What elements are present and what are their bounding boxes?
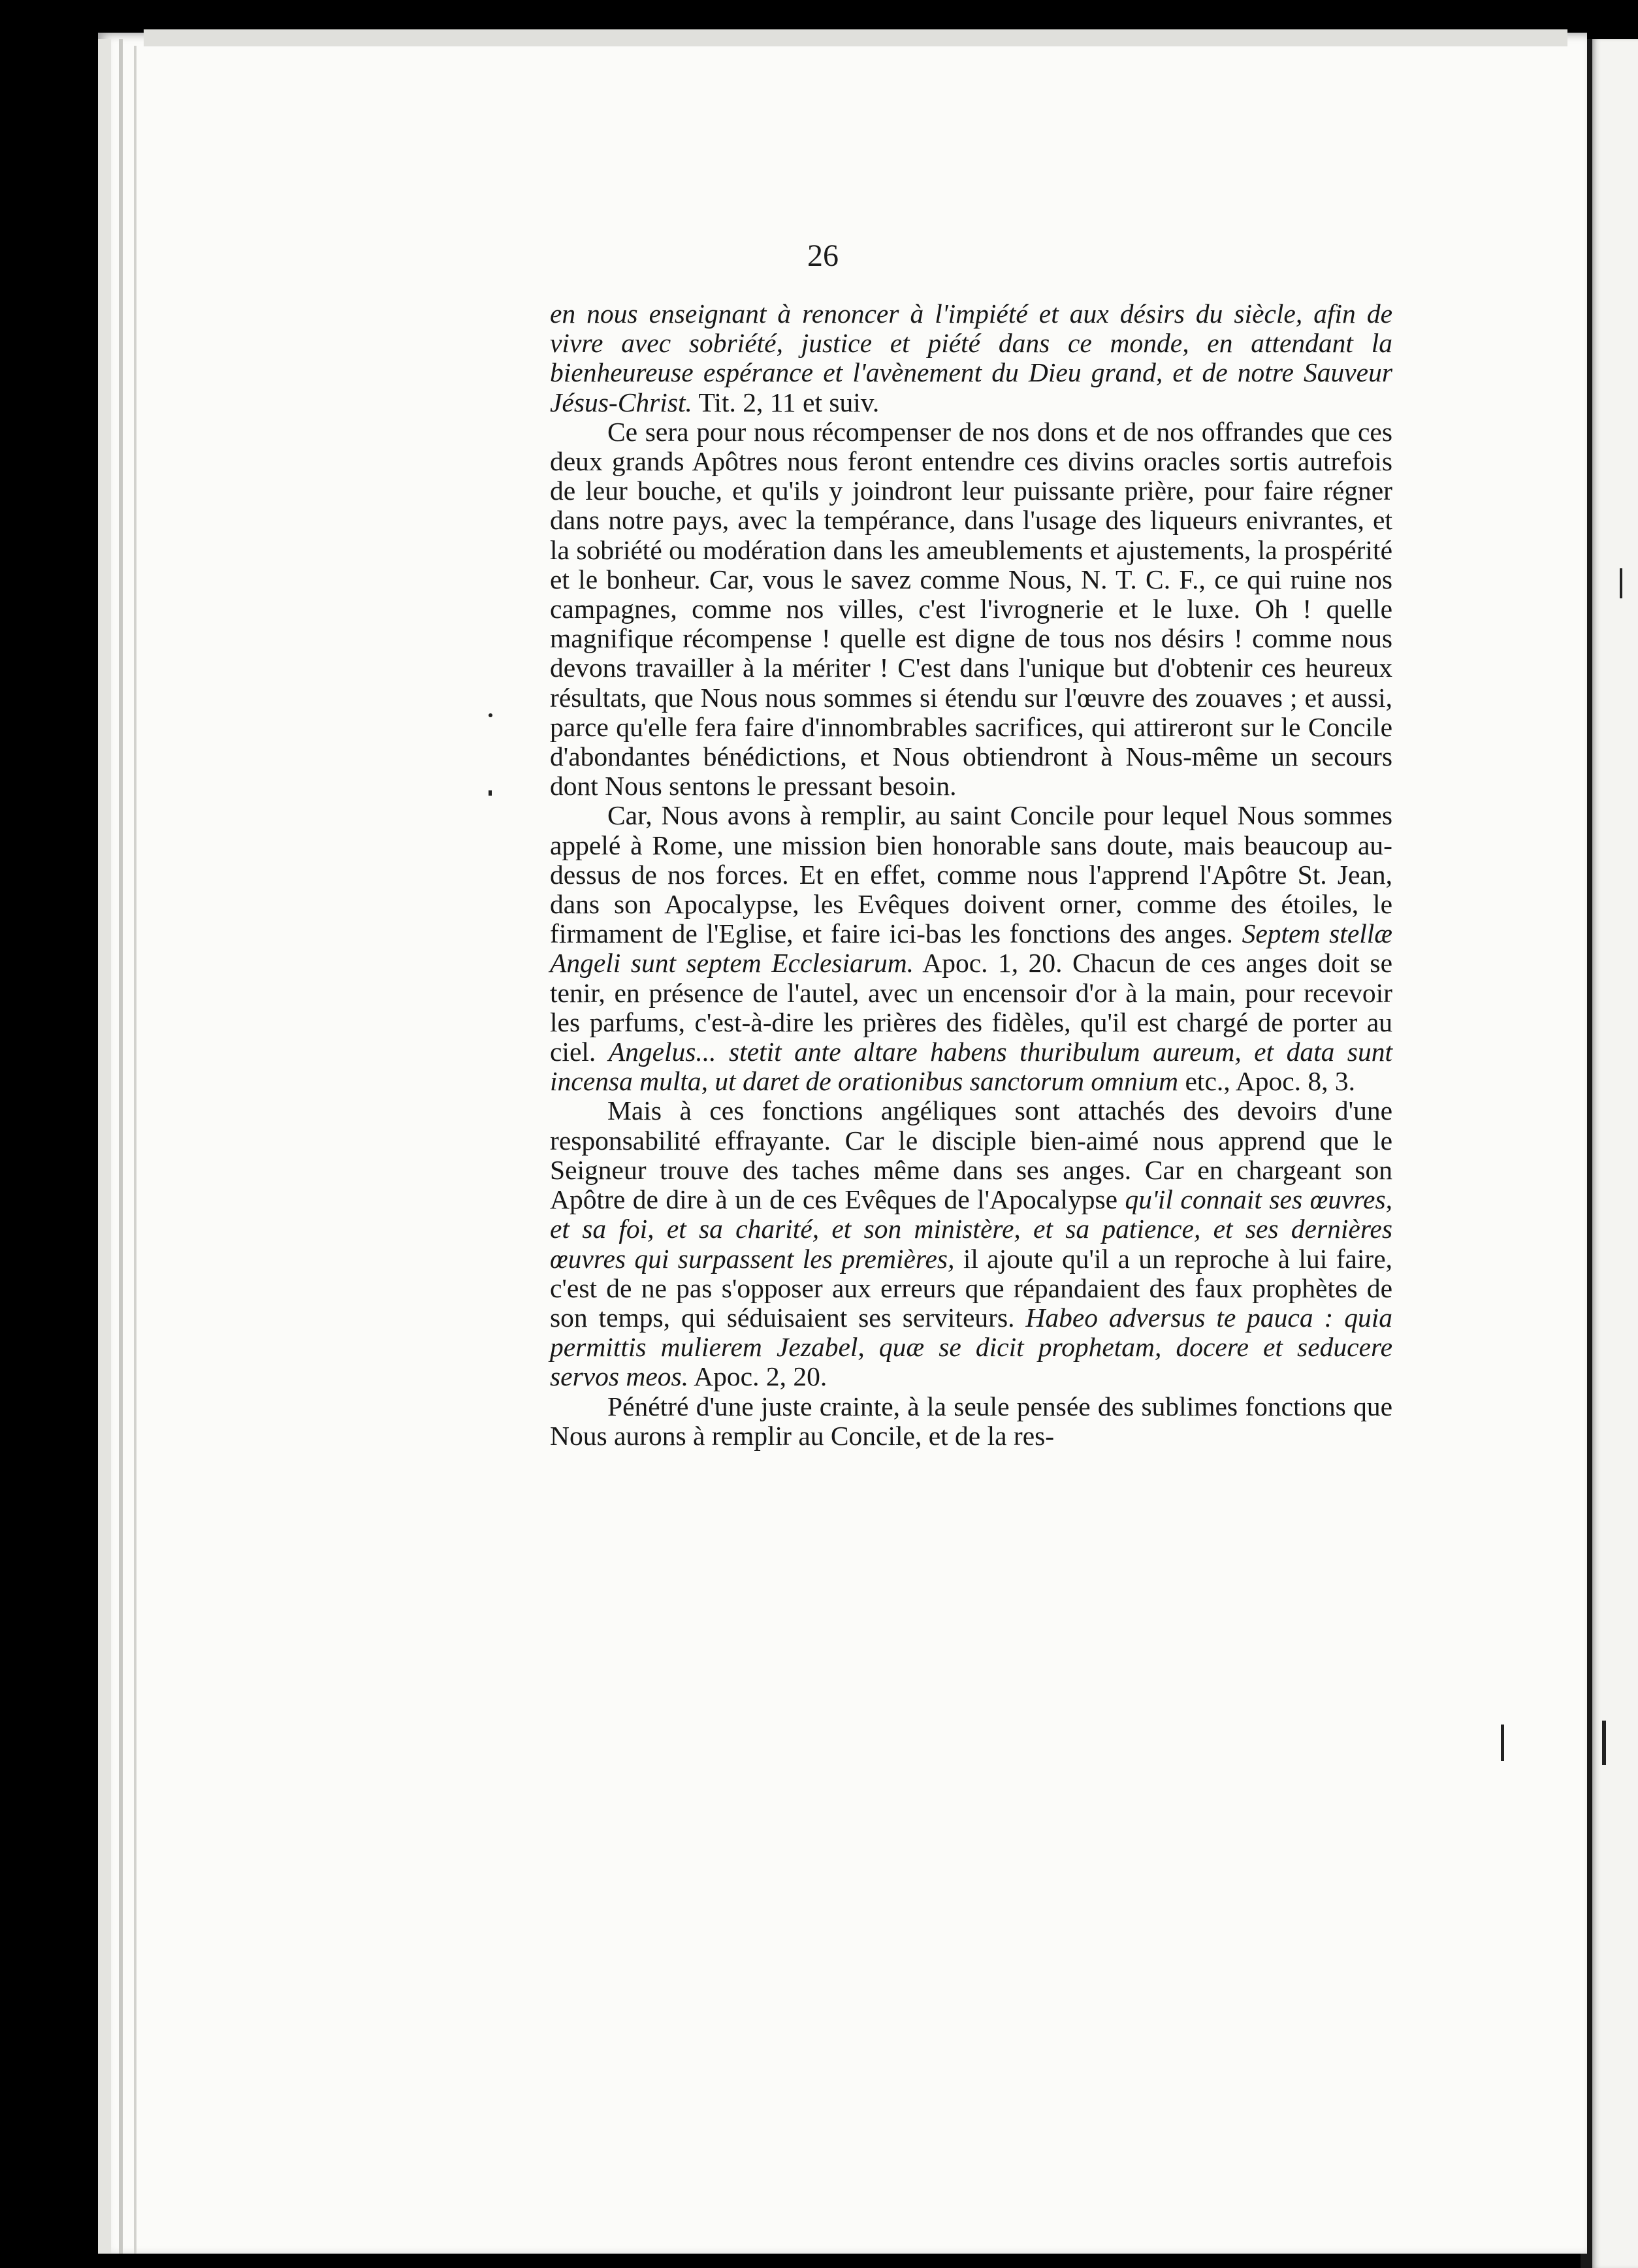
text: Apoc. 2, 20. bbox=[688, 1361, 827, 1392]
italic-text: qu'il connait ses œuvres, et sa foi, et sa charité, et son ministère, et sa patience, et ses dernières œuvres qui surpassent les premières, bbox=[550, 1184, 1393, 1274]
scan-mark bbox=[1501, 1725, 1504, 1761]
text: Mais à ces fonctions angéliques sont attachés des devoirs d'une responsabilité effrayante. Car le disciple bien-aimé nous apprend que le Seigneur trouve des taches même dans ses anges. Car en chargeant son Apôtre de dire à un de ces Evêques de l'Apocalypse bbox=[550, 1095, 1392, 1215]
page-left-edge bbox=[98, 39, 111, 2254]
text: Apoc. 1, 20. Chacun de ces anges doit se tenir, en présence de l'autel, avec un encensoir d'or à la main, pour recevoir les parfums, c'est-à-dire les prières des fidèles, qu'il est chargé de porter au ciel. bbox=[550, 948, 1392, 1067]
text: Ce sera pour nous récompenser de nos dons et de nos offrandes que ces deux grands Apôtres nous feront entendre ces divins oracles sortis autrefois de leur bouche, et qu'ils y joindront leur puissante prière, pour faire régner dans notre pays, avec la tempérance, dans l'usage des liqueurs enivrantes, et la sobriété ou modération dans les ameublements et ajustements, la prospérité et le bonheur. Car, vous le savez comme Nous, N. T. C. F., ce qui ruine nos campagnes, comme nos villes, c'est l'ivrognerie et le luxe. Oh ! quelle magnifique récompense ! quelle est digne de tous nos désirs ! comme nous devons travailler à la mériter ! C'est dans l'unique but d'obtenir ces heureux résultats, que Nous nous sommes si étendu sur l'œuvre des zouaves ; et aussi, parce qu'elle fera faire d'innombrables sacrifices, qui attireront sur le Concile d'abondantes bénédictions, et Nous obtiendront à Nous-même un secours dont Nous sentons le pressant besoin. bbox=[550, 416, 1392, 802]
text: etc., Apoc. 8, 3. bbox=[1178, 1066, 1355, 1097]
page-left-edge-line bbox=[134, 46, 136, 2254]
text: Pénétré d'une juste crainte, à la seule pensée des sublimes fonctions que Nous aurons à remplir au Concile, et de la res- bbox=[550, 1391, 1392, 1451]
scan-mark bbox=[1602, 1721, 1606, 1765]
body-text bbox=[550, 299, 1392, 1451]
text: Tit. 2, 11 et suiv. bbox=[692, 387, 880, 417]
paragraph bbox=[550, 1096, 1392, 1391]
scan-speck bbox=[489, 713, 492, 717]
paragraph bbox=[550, 1392, 1392, 1451]
italic-text: en nous enseignant à renoncer à l'impiété et aux désirs du siècle, afin de vivre avec sobriété, justice et piété dans ce monde, en attendant la bienheureuse espérance et l'avènement du Dieu grand, et de notre Sauveur Jésus-Christ. bbox=[550, 299, 1392, 417]
scan-mark bbox=[1620, 568, 1622, 598]
page-number: 26 bbox=[807, 238, 839, 273]
page-top-edge bbox=[144, 29, 1567, 46]
italic-text: Habeo adversus te pauca : quia permittis mulierem Jezabel, quæ se dicit prophetam, docere et seducere servos meos. bbox=[550, 1302, 1392, 1392]
paragraph bbox=[550, 801, 1392, 1096]
italic-text: Angelus... stetit ante altare habens thuribulum aureum, et data sunt incensa multa, ut daret de orationibus sanctorum omnium bbox=[550, 1037, 1392, 1097]
page-left-edge-line bbox=[119, 39, 123, 2254]
text: Car, Nous avons à remplir, au saint Concile pour lequel Nous sommes appelé à Rome, une mission bien honorable sans doute, mais beaucoup au-dessus de nos forces. Et en effet, comme nous l'apprend l'Apôtre St. Jean, dans son Apocalypse, les Evêques doivent orner, comme des étoiles, le firmament de l'Eglise, et faire ici-bas les fonctions des anges. bbox=[550, 800, 1392, 949]
scan-speck bbox=[489, 790, 492, 796]
italic-text: Septem stellæ Angeli sunt septem Ecclesiarum. bbox=[550, 918, 1392, 979]
adjacent-page-edge bbox=[1592, 39, 1638, 2268]
paragraph bbox=[550, 299, 1392, 417]
text: il ajoute qu'il a un reproche à lui faire, c'est de ne pas s'opposer aux erreurs que répandaient des faux prophètes de son temps, qui séduisaient ses serviteurs. bbox=[550, 1243, 1393, 1333]
paragraph bbox=[550, 417, 1392, 802]
